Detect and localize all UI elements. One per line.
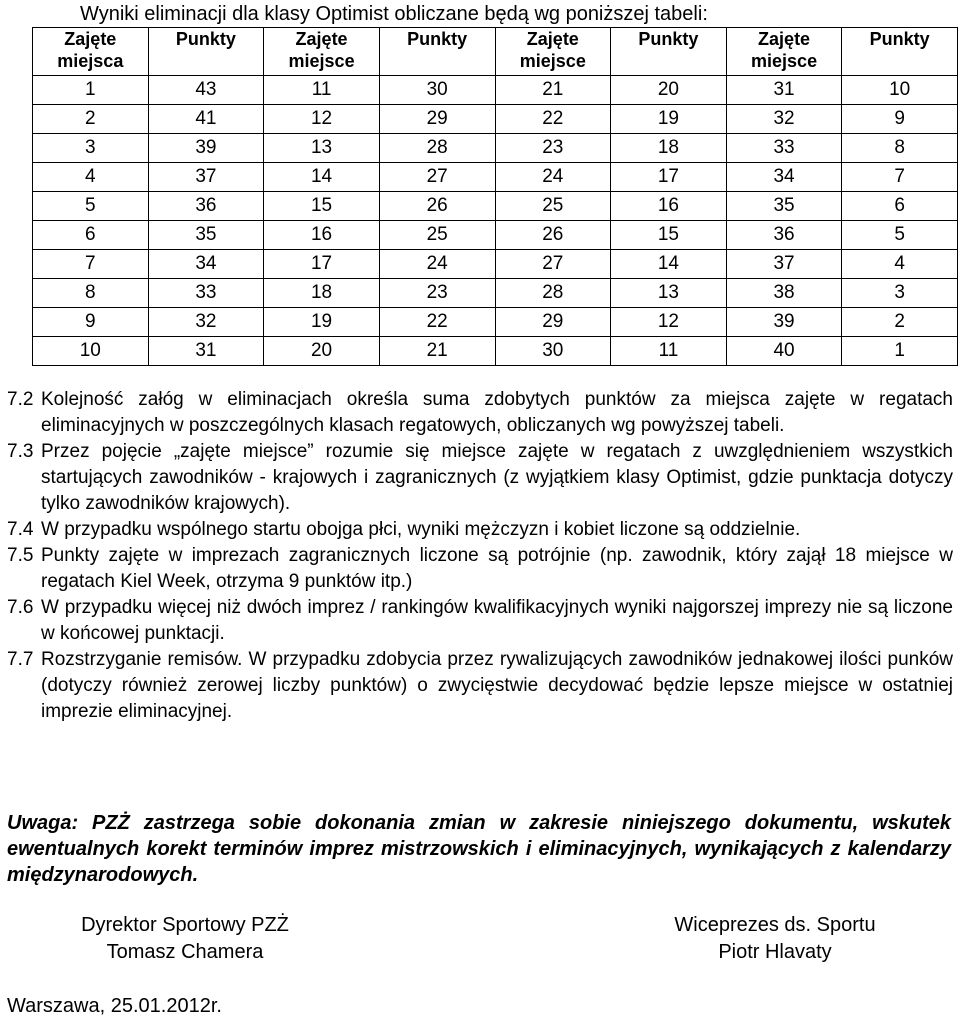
place-cell: 28 [495,279,611,308]
place-cell: 29 [495,308,611,337]
place-cell: 1 [33,76,149,105]
rule-7-3 [7,439,953,517]
place-cell: 9 [33,308,149,337]
rule-text: Rozstrzyganie remisów. W przypadku zdobycia przez rywalizujących zawodników jednakowej ilości punków (dotyczy również zerowej liczby punktów) o zwycięstwie decydować będzie lepsze miejsce w ostatniej imprezie eliminacyjnej. [41,649,953,722]
place-cell: 38 [726,279,842,308]
place-cell: 33 [726,134,842,163]
place-cell: 37 [726,250,842,279]
table-row [33,221,958,250]
points-cell: 13 [611,279,727,308]
rule-text: W przypadku więcej niż dwóch imprez / rankingów kwalifikacyjnych wyniki najgorszej imprezy nie są liczone w końcowej punktacji. [41,597,953,644]
table-header-row [33,28,958,76]
header-points-1: Punkty [148,28,264,76]
table-row [33,105,958,134]
place-cell: 18 [264,279,380,308]
table-row [33,337,958,366]
points-cell: 29 [379,105,495,134]
place-cell: 35 [726,192,842,221]
points-cell: 14 [611,250,727,279]
points-cell: 6 [842,192,958,221]
place-cell: 40 [726,337,842,366]
place-cell: 10 [33,337,149,366]
place-cell: 32 [726,105,842,134]
points-cell: 31 [148,337,264,366]
rule-number: 7.6 [7,597,34,618]
signature-title: Dyrektor Sportowy PZŻ [81,914,289,936]
points-cell: 36 [148,192,264,221]
points-cell: 1 [842,337,958,366]
header-place-2: Zajęte miejsce [264,28,380,76]
place-cell: 4 [33,163,149,192]
points-cell: 8 [842,134,958,163]
points-cell: 16 [611,192,727,221]
table-body [33,76,958,366]
points-table [32,27,958,366]
points-cell: 2 [842,308,958,337]
rule-text: Kolejność załóg w eliminacjach określa suma zdobytych punktów za miejsca zajęte w regatach eliminacyjnych w poszczególnych klasach regatowych, obliczanych wg powyższej tabeli. [41,389,953,436]
place-cell: 34 [726,163,842,192]
place-cell: 22 [495,105,611,134]
place-cell: 24 [495,163,611,192]
points-cell: 28 [379,134,495,163]
place-cell: 27 [495,250,611,279]
place-cell: 13 [264,134,380,163]
rule-number: 7.5 [7,545,34,566]
signature-title: Wiceprezes ds. Sportu [674,914,876,936]
place-cell: 25 [495,192,611,221]
header-points-2: Punkty [379,28,495,76]
place-cell: 21 [495,76,611,105]
points-cell: 32 [148,308,264,337]
signature-name: Piotr Hlavaty [718,941,832,963]
signature-name: Tomasz Chamera [106,941,264,963]
rule-number: 7.2 [7,389,34,410]
place-cell: 3 [33,134,149,163]
rule-number: 7.4 [7,519,34,540]
points-cell: 43 [148,76,264,105]
points-cell: 35 [148,221,264,250]
table-row [33,250,958,279]
place-cell: 30 [495,337,611,366]
points-cell: 25 [379,221,495,250]
place-cell: 31 [726,76,842,105]
table-row [33,308,958,337]
rule-text: W przypadku wspólnego startu obojga płci, wyniki mężczyzn i kobiet liczone są oddzielnie. [41,519,801,540]
points-cell: 9 [842,105,958,134]
signature-left [40,912,330,966]
rule-text: Punkty zajęte w imprezach zagranicznych liczone są potrójnie (np. zawodnik, który zajął 18 miejsce w regatach Kiel Week, otrzyma 9 punktów itp.) [41,545,953,592]
points-cell: 33 [148,279,264,308]
place-cell: 20 [264,337,380,366]
notice-paragraph: Uwaga: PZŻ zastrzega sobie dokonania zmian w zakresie niniejszego dokumentu, wskutek ewentualnych korekt terminów imprez mistrzowskich i eliminacyjnych, wynikających z kalendarzy międzynarodowych. [7,812,951,886]
place-cell: 5 [33,192,149,221]
points-cell: 3 [842,279,958,308]
points-cell: 12 [611,308,727,337]
place-cell: 12 [264,105,380,134]
points-cell: 7 [842,163,958,192]
points-cell: 10 [842,76,958,105]
place-cell: 8 [33,279,149,308]
points-cell: 15 [611,221,727,250]
place-cell: 23 [495,134,611,163]
rule-number: 7.7 [7,649,34,670]
document-date: Warszawa, 25.01.2012r. [7,995,222,1017]
points-cell: 17 [611,163,727,192]
place-cell: 7 [33,250,149,279]
points-cell: 4 [842,250,958,279]
points-cell: 18 [611,134,727,163]
rule-number: 7.3 [7,441,34,462]
place-cell: 14 [264,163,380,192]
points-cell: 23 [379,279,495,308]
place-cell: 26 [495,221,611,250]
points-cell: 27 [379,163,495,192]
place-cell: 17 [264,250,380,279]
points-cell: 41 [148,105,264,134]
table-row [33,279,958,308]
table-row [33,192,958,221]
table-intro: Wyniki eliminacji dla klasy Optimist obliczane będą wg poniższej tabeli: [80,3,708,25]
points-cell: 19 [611,105,727,134]
rule-7-4 [7,517,953,543]
table-row [33,76,958,105]
place-cell: 19 [264,308,380,337]
header-points-4: Punkty [842,28,958,76]
rule-7-5 [7,543,953,595]
table-row [33,134,958,163]
points-cell: 11 [611,337,727,366]
place-cell: 2 [33,105,149,134]
place-cell: 36 [726,221,842,250]
points-cell: 21 [379,337,495,366]
points-cell: 26 [379,192,495,221]
points-cell: 20 [611,76,727,105]
points-cell: 5 [842,221,958,250]
place-cell: 15 [264,192,380,221]
signature-right [640,912,910,966]
points-cell: 34 [148,250,264,279]
rule-7-2 [7,387,953,439]
header-place-3: Zajęte miejsce [495,28,611,76]
rule-7-6 [7,595,953,647]
header-place-1: Zajęte miejsca [33,28,149,76]
points-cell: 39 [148,134,264,163]
points-cell: 37 [148,163,264,192]
points-cell: 24 [379,250,495,279]
rules-section [7,387,953,725]
rule-text: Przez pojęcie „zajęte miejsce” rozumie się miejsce zajęte w regatach z uwzględnieniem wszystkich startujących zawodników - krajowych i zagranicznych (z wyjątkiem klasy Optimist, gdzie punktacja dotyczy tylko zawodników krajowych). [41,441,953,514]
place-cell: 16 [264,221,380,250]
place-cell: 6 [33,221,149,250]
place-cell: 11 [264,76,380,105]
place-cell: 39 [726,308,842,337]
points-cell: 30 [379,76,495,105]
table-row [33,163,958,192]
header-points-3: Punkty [611,28,727,76]
points-cell: 22 [379,308,495,337]
header-place-4: Zajęte miejsce [726,28,842,76]
rule-7-7 [7,647,953,725]
